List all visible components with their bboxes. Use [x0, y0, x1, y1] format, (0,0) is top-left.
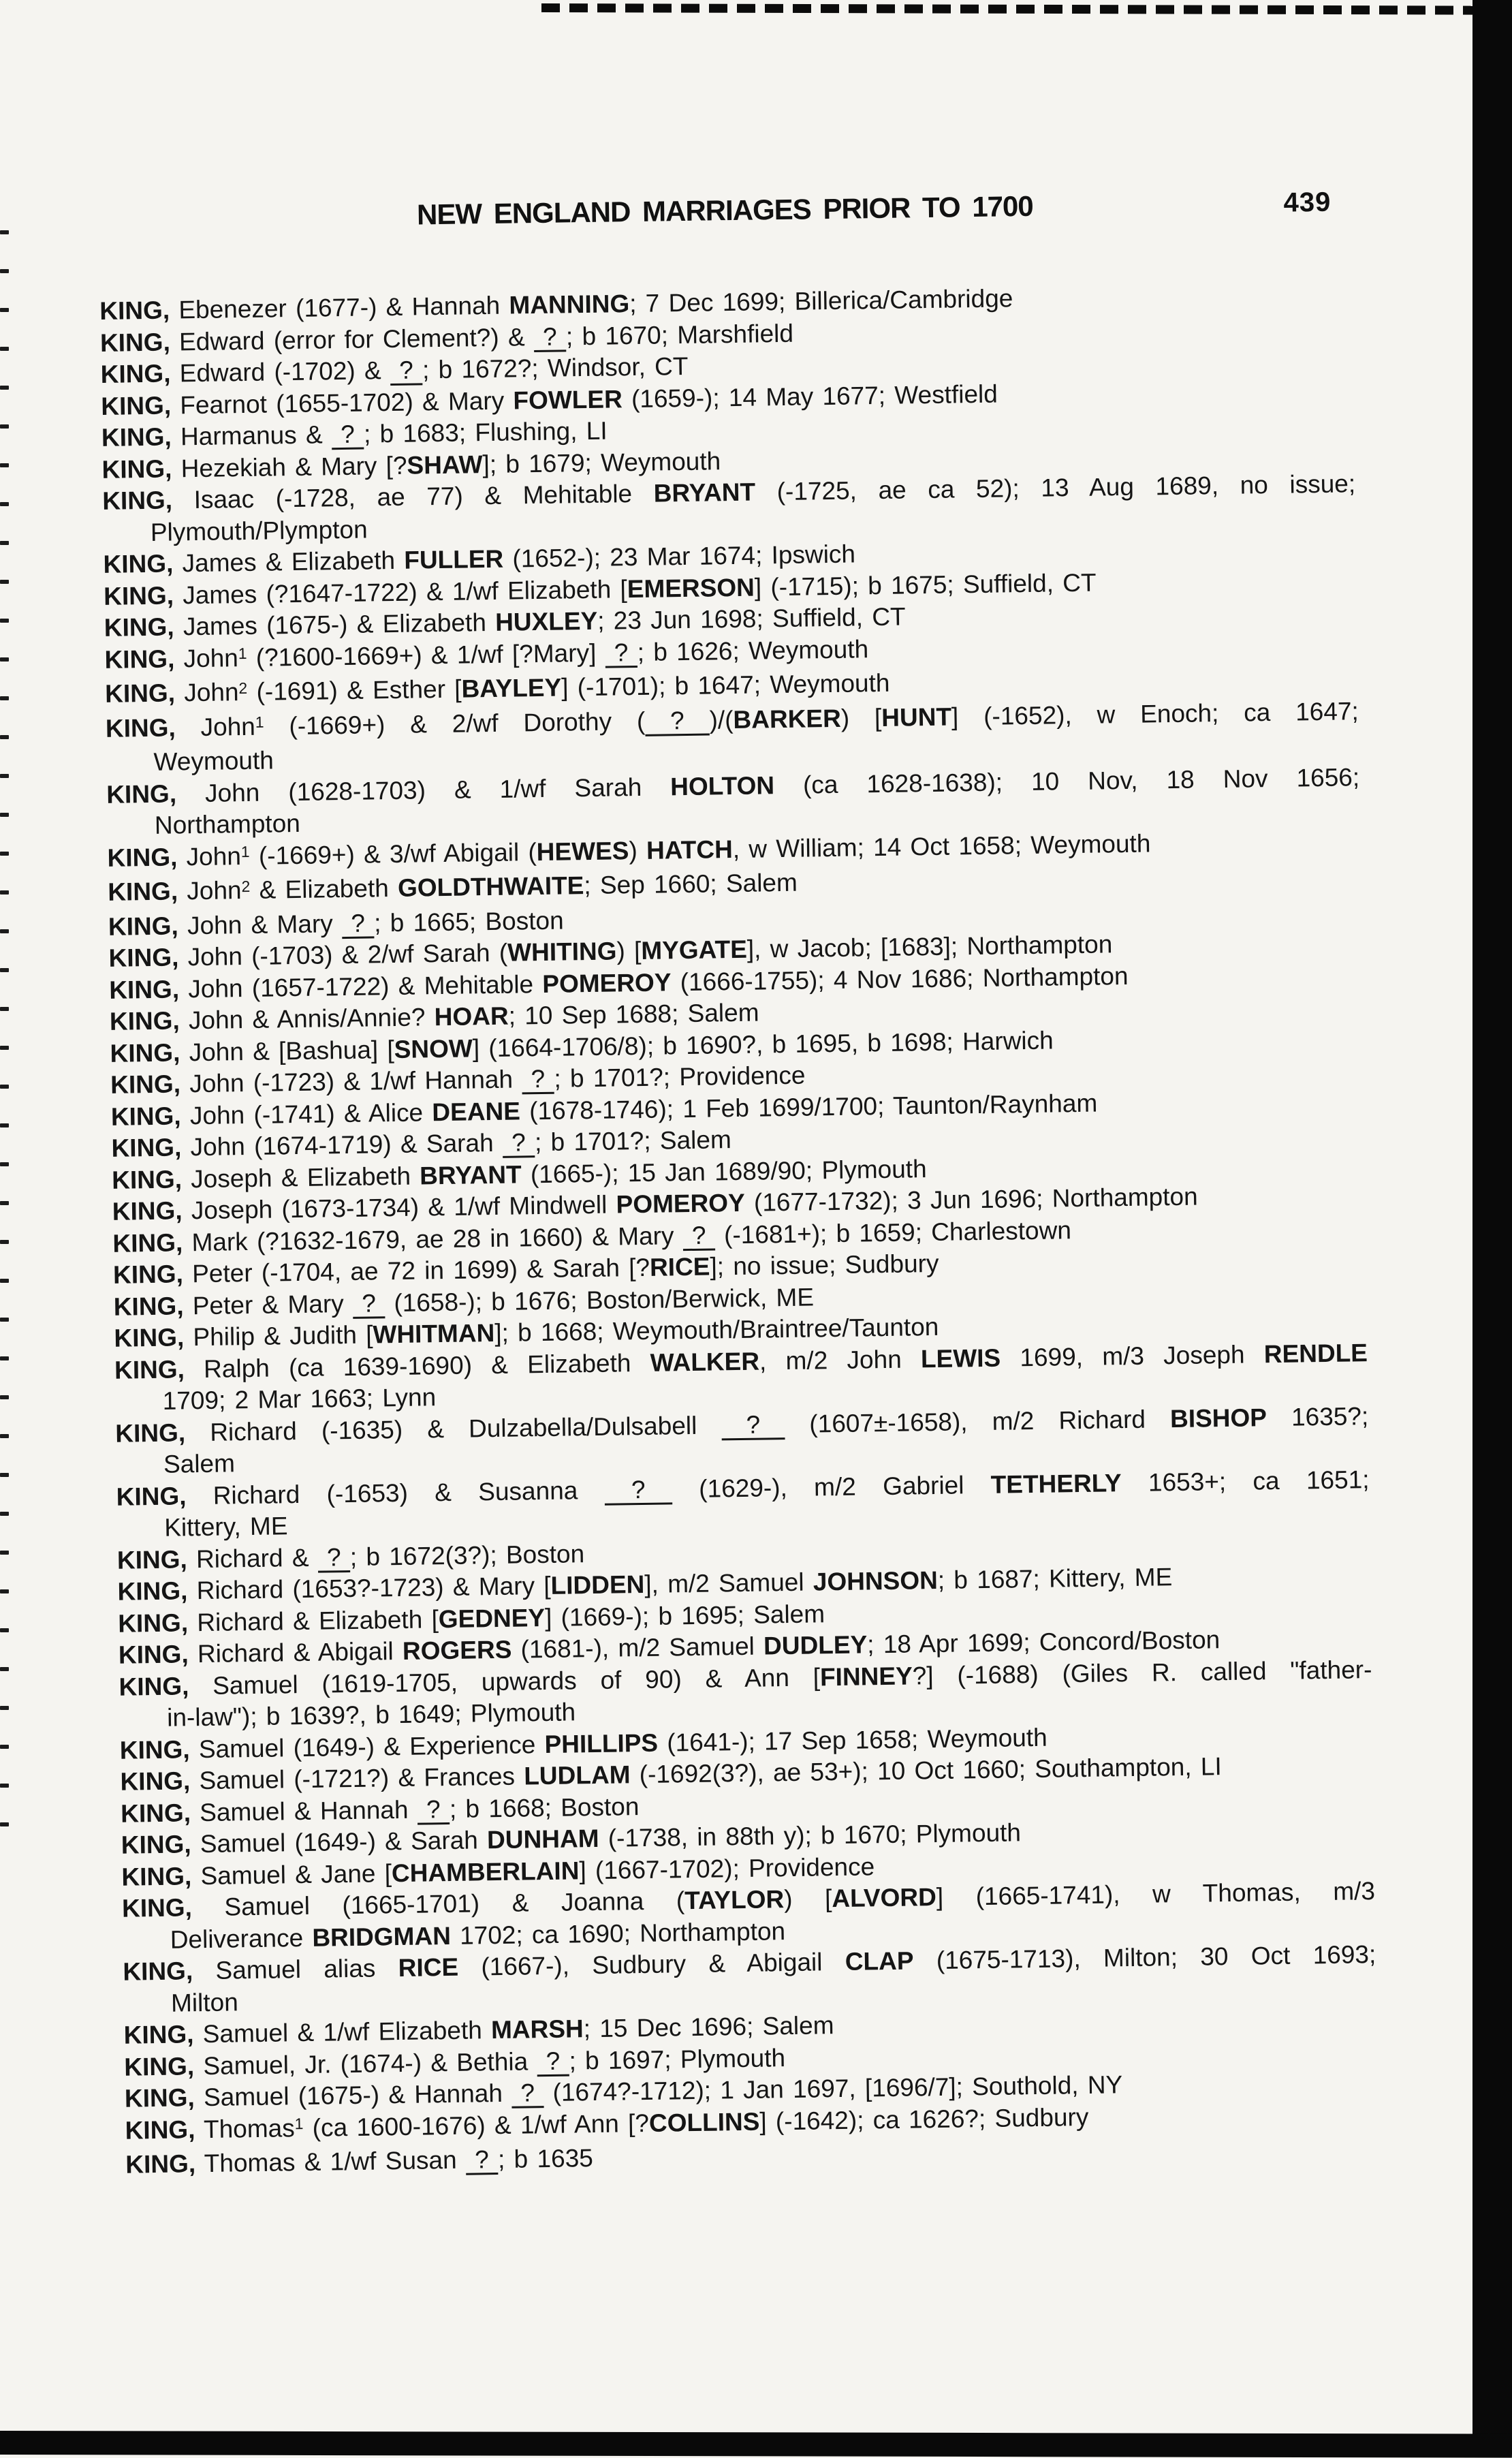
- entry-text: (1658-); b 1676; Boston/Berwick, ME: [384, 1282, 815, 1317]
- binding-mark: [0, 696, 9, 700]
- entry-text: (1675-1713), Milton; 30 Oct 1693;: [913, 1940, 1376, 1975]
- entry-text: ; b 1697; Plymouth: [569, 2043, 786, 2075]
- surname-text: KING,: [113, 1291, 184, 1321]
- binding-mark: [0, 929, 9, 933]
- entry-text: 1709; 2 Mar 1663; Lynn: [162, 1383, 437, 1415]
- binding-mark: [0, 1784, 9, 1788]
- entry-text: Isaac (-1728, ae 77) & Mehitable: [172, 479, 654, 514]
- entry-text: ; b 1683; Flushing, LI: [363, 416, 608, 448]
- surname-text: LUDLAM: [524, 1760, 631, 1790]
- surname-text: DUNHAM: [486, 1824, 599, 1854]
- binding-mark: [0, 269, 9, 273]
- surname-text: JOHNSON: [813, 1566, 939, 1596]
- unknown-spouse-mark: ?: [537, 2047, 569, 2075]
- entry-text: 2: [241, 877, 251, 895]
- entry-text: ] (1665-1741), w Thomas, m/3: [936, 1877, 1376, 1912]
- surname-text: EMERSON: [627, 573, 755, 603]
- scan-artifact-top-dashed-line: [541, 3, 1475, 15]
- surname-text: KING,: [101, 486, 173, 515]
- entry-text: ] (1667-1702); Providence: [579, 1852, 875, 1884]
- entry-text: Samuel, Jr. (1674-) & Bethia: [193, 2047, 537, 2080]
- entry-text: ]; b 1668; Weymouth/Braintree/Taunton: [494, 1312, 939, 1348]
- surname-text: BAYLEY: [461, 673, 562, 703]
- entry-text: John (-1703) & 2/wf Sarah (: [178, 938, 508, 971]
- page-header: [98, 184, 1352, 237]
- binding-mark: [0, 1589, 9, 1593]
- surname-text: KING,: [116, 1481, 187, 1511]
- surname-text: KING,: [125, 2115, 195, 2145]
- surname-text: COLLINS: [648, 2107, 760, 2137]
- entry-list: [99, 278, 1379, 2181]
- entry-text: (-1681+); b 1659; Charlestown: [714, 1215, 1072, 1249]
- surname-text: KING,: [123, 1957, 193, 1986]
- entry-text: (-1738, in 88th y); b 1670; Plymouth: [599, 1818, 1022, 1852]
- entry-text: ) [: [783, 1884, 832, 1914]
- entry-text: Samuel alias: [192, 1954, 398, 1985]
- entry-text: (1678-1746); 1 Feb 1699/1700; Taunton/Raynham: [520, 1089, 1098, 1125]
- entry-text: 1702; ca 1690; Northampton: [450, 1916, 786, 1950]
- entry-text: Richard & Abigail: [188, 1636, 403, 1668]
- entry-text: ] (1669-); b 1695; Salem: [544, 1599, 825, 1632]
- binding-mark: [0, 1201, 9, 1205]
- surname-text: LIDDEN: [550, 1570, 645, 1600]
- surname-text: RICE: [649, 1252, 710, 1281]
- unknown-spouse-mark: ?: [341, 908, 375, 937]
- entry-text: John (1628-1703) & 1/wf Sarah: [176, 772, 671, 807]
- entry-text: (-1669+) & 2/wf Dorothy (: [264, 706, 646, 741]
- surname-text: KING,: [99, 328, 171, 357]
- binding-mark: [0, 1007, 9, 1011]
- surname-text: KING,: [109, 1006, 180, 1036]
- binding-mark: [0, 230, 9, 234]
- surname-text: MYGATE: [641, 935, 748, 965]
- binding-mark: [0, 1123, 9, 1127]
- entry-text: (1677-1732); 3 Jun 1696; Northampton: [744, 1182, 1198, 1217]
- surname-text: SNOW: [394, 1033, 473, 1063]
- binding-mark: [0, 386, 9, 390]
- entry-text: (-1692(3?), ae 53+); 10 Oct 1660; Southampton, LI: [630, 1752, 1223, 1789]
- entry-text: Samuel (1649-) & Experience: [189, 1730, 545, 1763]
- binding-mark: [0, 1085, 9, 1089]
- surname-text: KING,: [123, 2020, 194, 2049]
- unknown-spouse-mark: ?: [352, 1288, 385, 1318]
- surname-text: KING,: [108, 911, 179, 941]
- entry-text: Milton: [170, 1987, 239, 2017]
- surname-text: HOAR: [434, 1001, 509, 1031]
- binding-mark: [0, 657, 9, 662]
- surname-text: KING,: [115, 1418, 186, 1448]
- surname-text: GEDNEY: [438, 1603, 546, 1633]
- surname-text: ALVORD: [832, 1883, 937, 1913]
- entry-text: ; 15 Dec 1696; Salem: [583, 2011, 834, 2043]
- entry-text: James (1675-) & Elizabeth: [174, 608, 496, 641]
- entry-text: (-1691) & Esther [: [247, 674, 462, 706]
- surname-text: KING,: [110, 1038, 180, 1068]
- binding-mark: [0, 1240, 9, 1244]
- entry-text: ] (-1701); b 1647; Weymouth: [561, 668, 890, 702]
- entry-text: 1: [255, 713, 264, 732]
- entry-text: ; b 1687; Kittery, ME: [937, 1563, 1173, 1594]
- unknown-spouse-mark: ?: [682, 1220, 716, 1249]
- entry-text: Samuel (1665-1701) & Joanna (: [191, 1886, 685, 1922]
- surname-text: KING,: [103, 549, 174, 578]
- page-number: 439: [1283, 187, 1332, 218]
- surname-text: KING,: [114, 1323, 185, 1352]
- binding-mark: [0, 1279, 9, 1283]
- surname-text: KING,: [101, 391, 172, 420]
- binding-mark: [0, 1046, 9, 1050]
- entry-text: (?1600-1669+) & 1/wf [?Mary]: [247, 638, 605, 672]
- surname-text: KING,: [111, 1133, 182, 1162]
- surname-text: KING,: [118, 1640, 189, 1669]
- entry-text: Weymouth: [153, 746, 274, 776]
- page-title: NEW ENGLAND MARRIAGES PRIOR TO 1700: [416, 189, 1034, 231]
- entry-text: 1: [240, 843, 250, 861]
- entry-text: , w William; 14 Oct 1658; Weymouth: [732, 828, 1151, 863]
- surname-text: KING,: [116, 1544, 188, 1574]
- entry-text: ; b 1701?; Salem: [534, 1125, 732, 1157]
- entry-text: Samuel (1619-1705, upwards of 90) & Ann [: [189, 1662, 821, 1700]
- entry-text: ; Sep 1660; Salem: [584, 868, 798, 900]
- entry-text: Samuel (-1721?) & Frances: [190, 1762, 524, 1795]
- binding-mark: [0, 1628, 9, 1632]
- binding-mark: [0, 1356, 9, 1360]
- entry-text: John: [174, 678, 239, 707]
- surname-text: KING,: [112, 1196, 183, 1226]
- unknown-spouse-mark: ?: [417, 1794, 450, 1824]
- surname-text: KING,: [119, 1734, 190, 1764]
- surname-text: RENDLE: [1263, 1338, 1368, 1368]
- surname-text: KING,: [125, 2149, 196, 2179]
- entry-text: 1653+; ca 1651;: [1121, 1465, 1370, 1497]
- surname-text: HATCH: [646, 835, 734, 865]
- entry-text: Fearnot (1655-1702) & Mary: [170, 386, 514, 420]
- entry-text: Richard (1653?-1723) & Mary [: [187, 1571, 551, 1605]
- entry-text: ] (-1715); b 1675; Suffield, CT: [754, 568, 1097, 602]
- surname-text: KING,: [112, 1228, 183, 1258]
- entry-text: John: [175, 712, 256, 741]
- surname-text: KING,: [121, 1861, 192, 1891]
- binding-mark: [0, 580, 9, 584]
- entry-text: John & [Bashua] [: [180, 1035, 394, 1066]
- surname-text: BISHOP: [1169, 1403, 1267, 1433]
- surname-text: BRYANT: [653, 478, 756, 508]
- entry-text: ): [629, 836, 647, 865]
- unknown-spouse-mark: ?: [644, 706, 710, 735]
- surname-text: KING,: [104, 612, 174, 642]
- entry-text: Samuel & Hannah: [190, 1795, 418, 1826]
- surname-text: KING,: [99, 296, 170, 325]
- surname-text: POMEROY: [542, 967, 672, 998]
- unknown-spouse-mark: ?: [502, 1128, 535, 1157]
- entry-text: ; b 1701?; Providence: [554, 1061, 806, 1093]
- surname-text: KING,: [120, 1798, 191, 1828]
- entry-text: (1681-), m/2 Samuel: [511, 1632, 764, 1664]
- surname-text: TETHERLY: [990, 1468, 1122, 1499]
- entry-text: & Elizabeth: [250, 873, 398, 904]
- binding-mark: [0, 1512, 9, 1516]
- surname-text: POMEROY: [616, 1188, 745, 1219]
- entry-text: John & Mary: [178, 909, 343, 939]
- surname-text: KING,: [121, 1893, 193, 1923]
- unknown-spouse-mark: ?: [721, 1410, 785, 1439]
- entry-text: John: [177, 841, 242, 871]
- entry-text: ; 10 Sep 1688; Salem: [508, 998, 759, 1030]
- entry-text: Ebenezer (1677-) & Hannah: [169, 291, 509, 324]
- entry-text: ; 7 Dec 1699; Billerica/Cambridge: [629, 284, 1013, 318]
- entry-text: Peter (-1704, ae 72 in 1699) & Sarah [?: [183, 1253, 650, 1288]
- entry-text: (1665-); 15 Jan 1689/90; Plymouth: [521, 1154, 927, 1188]
- surname-text: RICE: [398, 1953, 459, 1982]
- binding-mark: [0, 774, 9, 778]
- surname-text: KING,: [104, 644, 175, 674]
- entry-text: 1: [238, 644, 247, 663]
- unknown-spouse-mark: ?: [317, 1542, 351, 1572]
- unknown-spouse-mark: ?: [465, 2145, 499, 2174]
- scan-artifact-left-binding-marks: [0, 0, 14, 2455]
- unknown-spouse-mark: ?: [511, 2079, 544, 2107]
- entry-text: )/(: [709, 705, 734, 734]
- entry-text: John (-1741) & Alice: [180, 1098, 432, 1130]
- surname-text: MANNING: [509, 290, 630, 320]
- entry-text: ; b 1665; Boston: [373, 906, 564, 937]
- entry-text: (-1669+) & 3/wf Abigail (: [249, 837, 537, 870]
- entry-text: ; b 1672(3?); Boston: [349, 1539, 585, 1571]
- surname-text: FINNEY: [819, 1661, 913, 1691]
- entry-text: Thomas: [195, 2113, 295, 2143]
- surname-text: KING,: [120, 1767, 191, 1796]
- surname-text: KING,: [111, 1164, 183, 1194]
- surname-text: HUNT: [881, 702, 952, 732]
- surname-text: BRYANT: [419, 1160, 522, 1190]
- entry-text: ) [: [840, 703, 882, 732]
- binding-mark: [0, 1667, 9, 1671]
- entry-text: (1666-1755); 4 Nov 1686; Northampton: [671, 961, 1129, 996]
- binding-mark: [0, 1473, 9, 1477]
- entry-text: Northampton: [154, 809, 301, 839]
- entry-text: John (1674-1719) & Sarah: [181, 1128, 503, 1162]
- entry-text: ) [: [616, 936, 642, 965]
- surname-text: HEWES: [536, 836, 629, 866]
- surname-text: BARKER: [733, 704, 842, 734]
- entry-text: ; b 1668; Boston: [449, 1792, 640, 1823]
- entry-text: ] (1664-1706/8); b 1690?, b 1695, b 1698; Harwich: [472, 1026, 1054, 1062]
- surname-text: HOLTON: [670, 771, 775, 800]
- surname-text: LEWIS: [920, 1343, 1001, 1373]
- entry-text: Richard &: [187, 1543, 319, 1573]
- binding-mark: [0, 347, 9, 351]
- entry-text: (1607±-1658), m/2 Richard: [784, 1404, 1171, 1438]
- entry-text: (1652-); 23 Mar 1674; Ipswich: [503, 540, 856, 573]
- entry-text: Richard (-1653) & Susanna: [186, 1476, 605, 1510]
- surname-text: KING,: [101, 454, 172, 484]
- entry-text: (ca 1600-1676) & 1/wf Ann [?: [303, 2109, 650, 2142]
- surname-text: KING,: [112, 1260, 184, 1289]
- surname-text: KING,: [101, 422, 172, 452]
- surname-text: KING,: [107, 877, 178, 906]
- surname-text: KING,: [110, 1101, 181, 1131]
- entry-text: (-1725, ae ca 52); 13 Aug 1689, no issue;: [755, 469, 1356, 506]
- surname-text: PHILLIPS: [544, 1728, 659, 1758]
- surname-text: KING,: [124, 2051, 195, 2081]
- entry-text: Samuel (1649-) & Sarah: [191, 1826, 488, 1858]
- scan-artifact-bottom-band: [0, 2431, 1512, 2458]
- entry-text: (ca 1628-1638); 10 Nov, 18 Nov 1656;: [774, 762, 1360, 799]
- binding-mark: [0, 308, 9, 312]
- entry-text: Samuel (1675-) & Hannah: [194, 2079, 512, 2112]
- entry-text: Edward (-1702) &: [170, 356, 391, 388]
- surname-text: FULLER: [404, 544, 504, 574]
- entry-text: ] (-1642); ca 1626?; Sudbury: [759, 2102, 1089, 2136]
- surname-text: CHAMBERLAIN: [391, 1856, 580, 1887]
- entry-text: Deliverance: [170, 1923, 313, 1954]
- entry-text: Peter & Mary: [183, 1289, 353, 1320]
- entry-text: Plymouth/Plympton: [150, 514, 368, 546]
- surname-text: HUXLEY: [494, 606, 598, 636]
- entry-text: Hezekiah & Mary [?: [172, 451, 407, 482]
- entry-text: (1667-), Sudbury & Abigail: [458, 1947, 846, 1981]
- surname-text: SHAW: [407, 450, 483, 480]
- binding-mark: [0, 1551, 9, 1555]
- unknown-spouse-mark: ?: [390, 356, 423, 385]
- binding-mark: [0, 1434, 9, 1438]
- entry-text: 2: [238, 679, 248, 697]
- entry-text: ; b 1626; Weymouth: [637, 634, 869, 666]
- surname-text: KING,: [106, 779, 177, 809]
- surname-text: KING,: [104, 679, 176, 708]
- entry-text: (1659-); 14 May 1677; Westfield: [622, 379, 998, 413]
- entry-text: ; 23 Jun 1698; Suffield, CT: [597, 602, 906, 635]
- unknown-spouse-mark: ?: [522, 1064, 554, 1093]
- entry-text: Richard (-1635) & Dulzabella/Dulsabell: [185, 1410, 722, 1446]
- surname-text: KING,: [109, 974, 180, 1004]
- entry-text: 1: [294, 2115, 304, 2133]
- binding-mark: [0, 424, 9, 429]
- binding-mark: [0, 1745, 9, 1749]
- entry-text: John & Annis/Annie?: [179, 1003, 435, 1035]
- surname-text: BRIDGMAN: [312, 1921, 452, 1952]
- binding-mark: [0, 463, 9, 467]
- surname-text: KING,: [107, 842, 178, 872]
- binding-mark: [0, 619, 9, 623]
- entry-text: (1629-), m/2 Gabriel: [672, 1470, 992, 1503]
- entry-text: Ralph (ca 1639-1690) & Elizabeth: [184, 1348, 650, 1383]
- entry-text: Philip & Judith [: [183, 1320, 373, 1352]
- binding-mark: [0, 1822, 9, 1826]
- surname-text: MARSH: [490, 2014, 584, 2044]
- unknown-spouse-mark: ?: [331, 420, 364, 449]
- binding-mark: [0, 890, 9, 894]
- entry-text: (1674?-1712); 1 Jan 1697, [1696/7]; Southold, NY: [544, 2070, 1123, 2107]
- surname-text: KING,: [119, 1671, 189, 1701]
- entry-text: in-law"); b 1639?, b 1649; Plymouth: [166, 1698, 576, 1732]
- binding-mark: [0, 502, 9, 506]
- entry-text: ; b 1635: [497, 2144, 594, 2174]
- surname-text: DUDLEY: [763, 1630, 868, 1660]
- surname-text: WHITING: [507, 937, 617, 967]
- entry-text: Kittery, ME: [164, 1512, 288, 1542]
- entry-text: ] (-1652), w Enoch; ca 1647;: [951, 696, 1359, 731]
- entry-text: Samuel & Jane [: [191, 1858, 392, 1890]
- entry-text: Richard & Elizabeth [: [187, 1604, 439, 1636]
- surname-text: KING,: [110, 1070, 181, 1099]
- surname-text: TAYLOR: [684, 1885, 785, 1915]
- surname-text: FOWLER: [513, 384, 623, 414]
- entry-text: ], w Jacob; [1683]; Northampton: [746, 930, 1113, 963]
- entry-text: ]; b 1679; Weymouth: [482, 446, 721, 478]
- surname-text: CLAP: [845, 1946, 914, 1976]
- surname-text: DEANE: [432, 1096, 521, 1126]
- entry-text: , m/2 John: [759, 1344, 922, 1375]
- entry-text: John: [177, 876, 242, 905]
- entry-text: James (?1647-1722) & 1/wf Elizabeth [: [173, 574, 628, 609]
- binding-mark: [0, 1318, 9, 1322]
- entry-text: ], m/2 Samuel: [644, 1568, 814, 1598]
- entry-text: Joseph & Elizabeth: [181, 1162, 420, 1193]
- surname-text: KING,: [114, 1354, 185, 1384]
- surname-text: KING,: [105, 713, 176, 743]
- entry-text: (1641-); 17 Sep 1658; Weymouth: [657, 1723, 1048, 1757]
- entry-text: Joseph (1673-1734) & 1/wf Mindwell: [182, 1190, 616, 1225]
- entry-text: ]; no issue; Sudbury: [710, 1249, 939, 1281]
- entry-text: ; b 1672?; Windsor, CT: [422, 352, 689, 384]
- surname-text: KING,: [103, 580, 174, 610]
- surname-text: GOLDTHWAITE: [397, 871, 584, 902]
- surname-text: KING,: [124, 2083, 195, 2113]
- scan-artifact-right-band: [1472, 0, 1512, 2455]
- entry-text: ?] (-1688) (Giles R. called "father-: [912, 1655, 1372, 1690]
- entry-text: Edward (error for Clement?) &: [170, 322, 535, 356]
- surname-text: KING,: [117, 1608, 189, 1638]
- entry-text: John (-1723) & 1/wf Hannah: [180, 1065, 522, 1098]
- entry-text: Salem: [163, 1449, 236, 1478]
- surname-text: KING,: [108, 943, 179, 972]
- entry-text: 1699, m/3 Joseph: [1000, 1339, 1265, 1372]
- binding-mark: [0, 541, 9, 545]
- entry-text: Samuel & 1/wf Elizabeth: [193, 2016, 492, 2049]
- entry-text: ; 18 Apr 1699; Concord/Boston: [866, 1625, 1220, 1659]
- binding-mark: [0, 735, 9, 739]
- entry-text: James & Elizabeth: [173, 546, 405, 578]
- surname-text: ROGERS: [402, 1635, 512, 1665]
- unknown-spouse-mark: ?: [605, 638, 637, 667]
- unknown-spouse-mark: ?: [604, 1474, 673, 1504]
- entry-text: John: [174, 643, 239, 672]
- binding-mark: [0, 1395, 9, 1399]
- binding-mark: [0, 1162, 9, 1166]
- unknown-spouse-mark: ?: [533, 322, 567, 351]
- surname-text: KING,: [100, 359, 171, 388]
- surname-text: KING,: [121, 1830, 191, 1859]
- binding-mark: [0, 852, 9, 856]
- entry-text: Mark (?1632-1679, ae 28 in 1660) & Mary: [182, 1221, 683, 1256]
- surname-text: KING,: [117, 1576, 188, 1606]
- entry-text: 1635?;: [1266, 1401, 1369, 1431]
- binding-mark: [0, 1706, 9, 1710]
- entry-text: Thomas & 1/wf Susan: [195, 2145, 467, 2178]
- surname-text: WALKER: [650, 1347, 760, 1377]
- surname-text: WHITMAN: [373, 1319, 495, 1349]
- binding-mark: [0, 813, 9, 817]
- entry-text: Harmanus &: [171, 420, 332, 451]
- entry-text: John (1657-1722) & Mehitable: [178, 969, 543, 1003]
- binding-mark: [0, 968, 9, 972]
- entry-text: ; b 1670; Marshfield: [565, 319, 794, 350]
